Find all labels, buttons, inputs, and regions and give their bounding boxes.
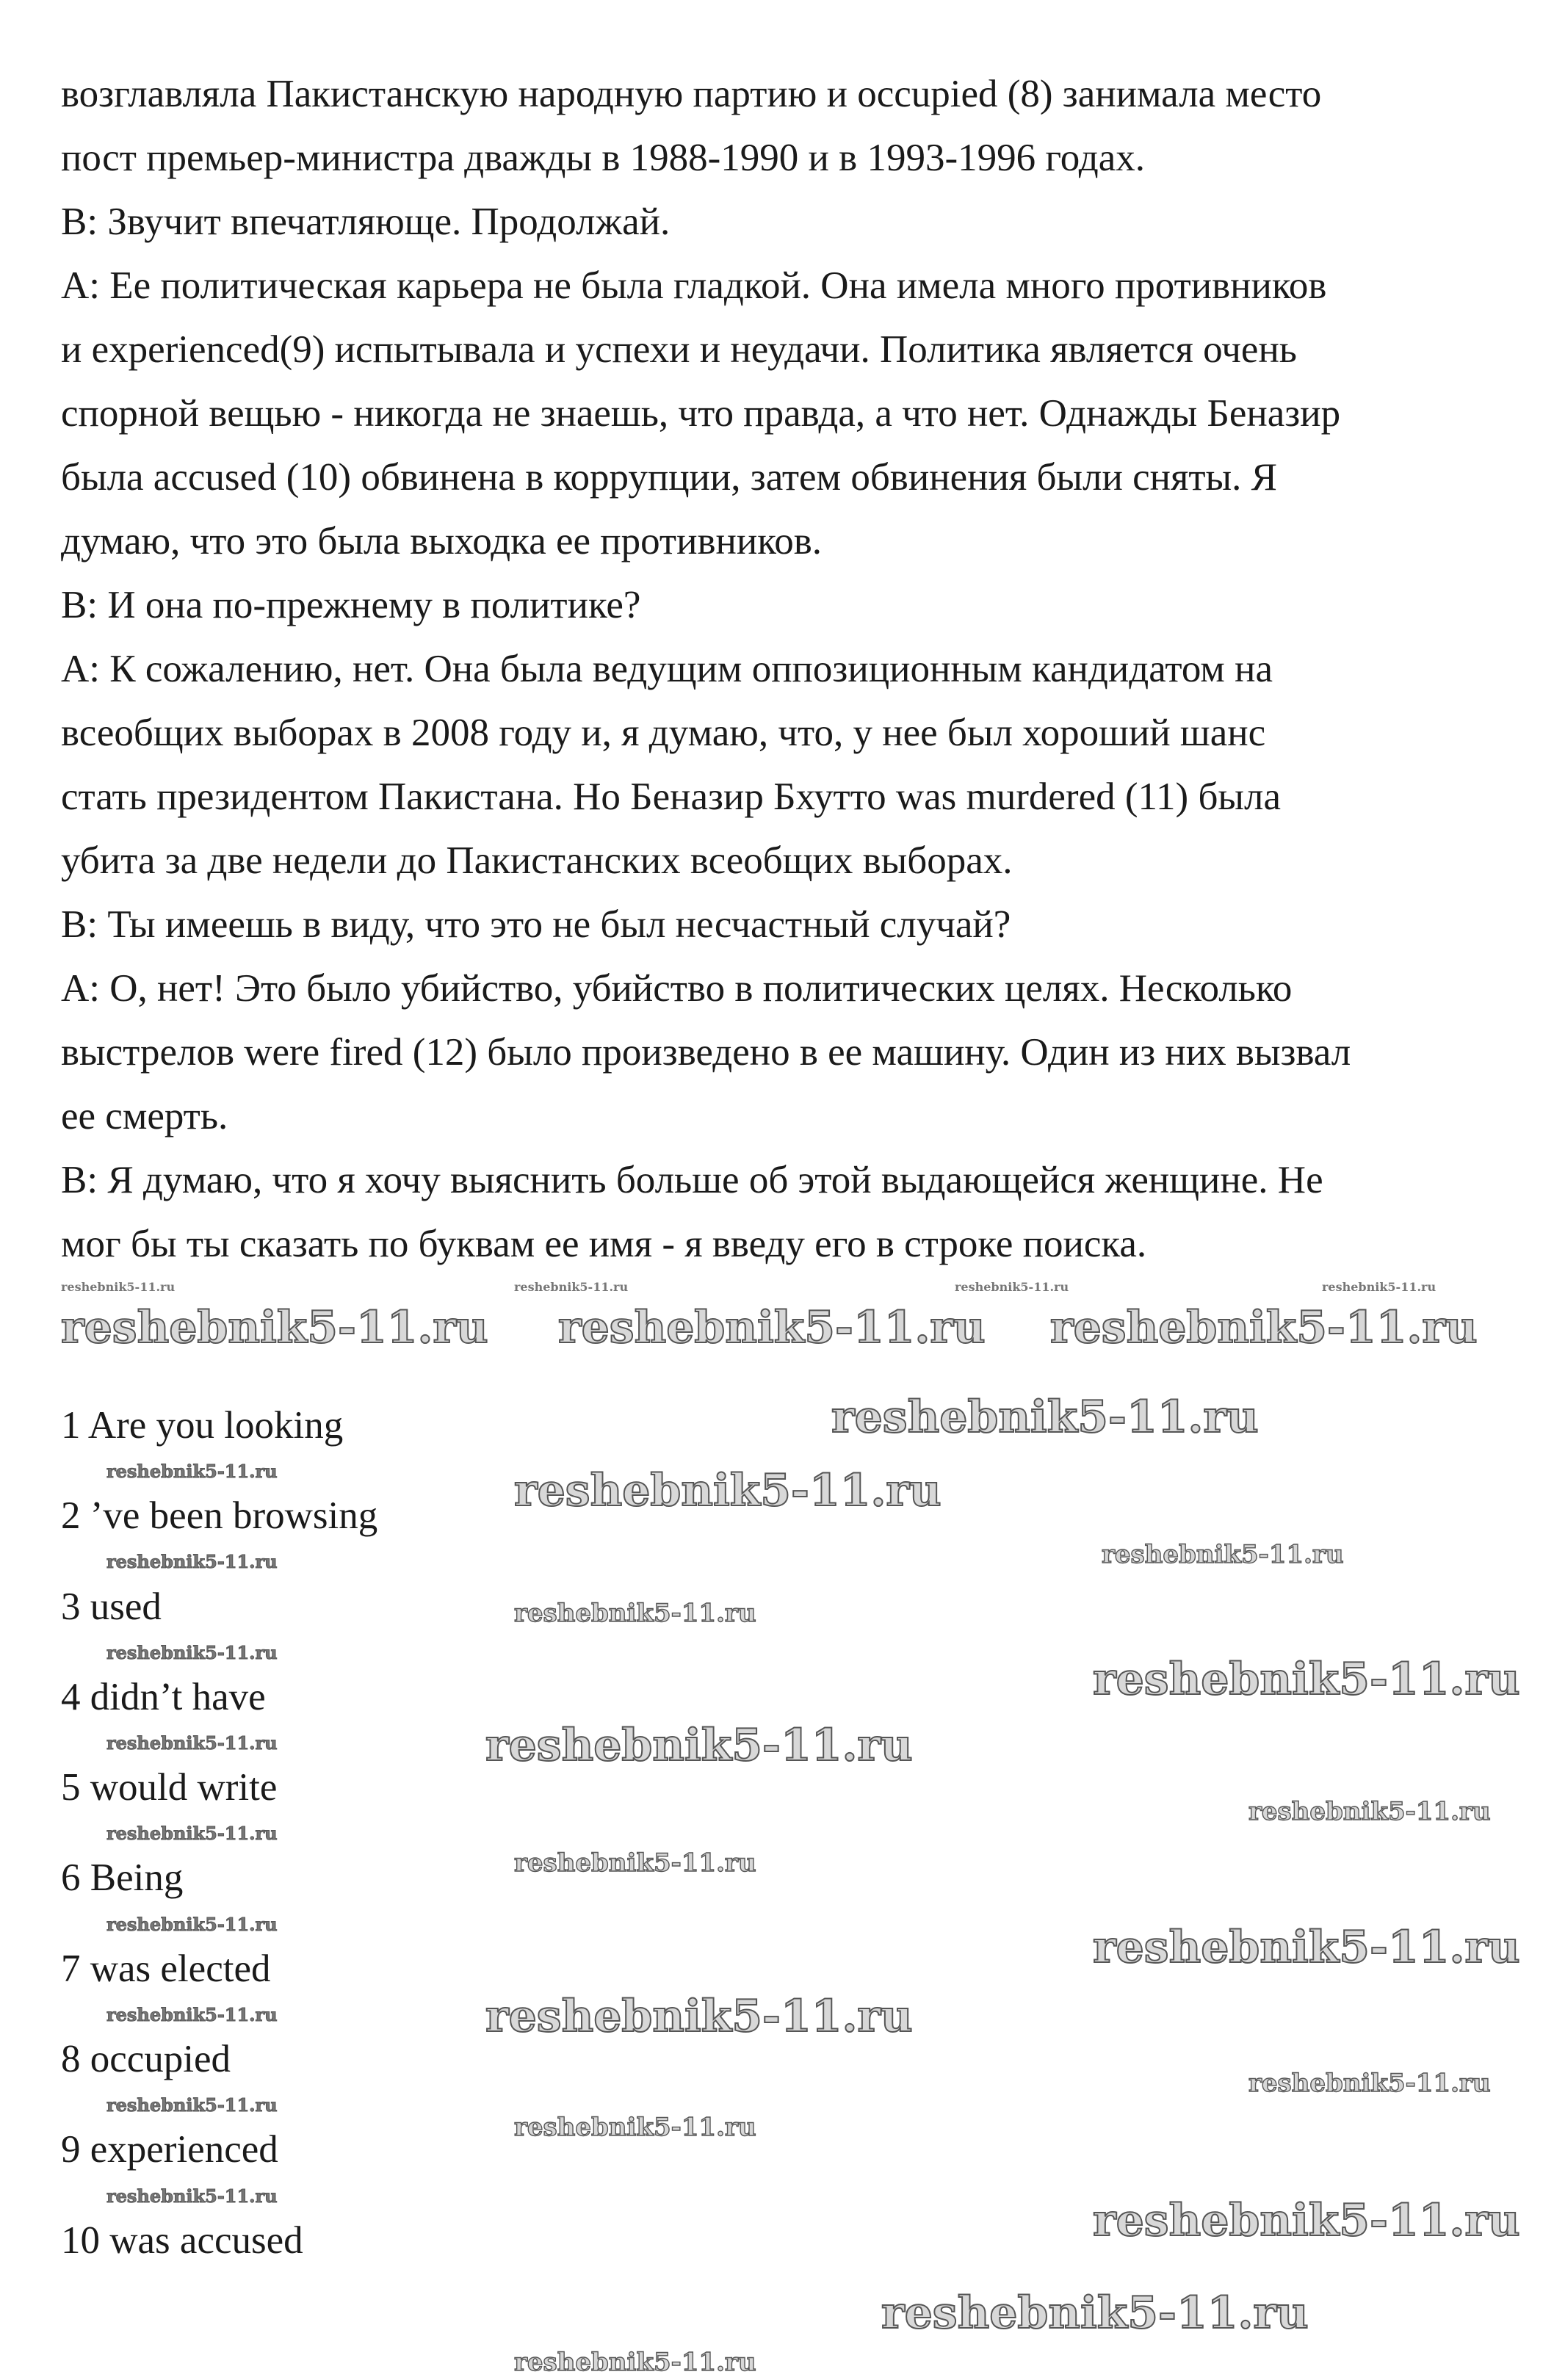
watermark-text: reshebnik5-11.ru — [1248, 1797, 1491, 1826]
dialog-line: B: И она по-прежнему в политике? — [61, 584, 641, 626]
watermark-text: reshebnik5-11.ru — [955, 1280, 1069, 1294]
watermark-text: reshebnik5-11.ru — [106, 1914, 278, 1935]
dialog-line: A: Ее политическая карьера не была гладкой. Она имела много противников — [61, 264, 1327, 307]
dialog-line: возглавляла Пакистанскую народную партию и occupied (8) занимала место — [61, 73, 1322, 115]
watermark-text: reshebnik5-11.ru — [106, 1551, 278, 1572]
dialog-line: стать президентом Пакистана. Но Беназир Бхутто was murdered (11) была — [61, 775, 1281, 818]
watermark-text: reshebnik5-11.ru — [831, 1392, 1259, 1443]
dialog-line: B: Ты имеешь в виду, что это не был несчастный случай? — [61, 903, 1011, 946]
watermark-text: reshebnik5-11.ru — [106, 1642, 278, 1663]
answer-item: 5 would write — [61, 1766, 278, 1809]
watermark-text: reshebnik5-11.ru — [1248, 2069, 1491, 2098]
answer-item: 9 experienced — [61, 2128, 278, 2171]
watermark-text: reshebnik5-11.ru — [1093, 2195, 1520, 2246]
watermark-text: reshebnik5-11.ru — [514, 2113, 756, 2142]
watermark-text: reshebnik5-11.ru — [1093, 1654, 1520, 1705]
answer-item: 4 didn’t have — [61, 1675, 266, 1718]
watermark-text: reshebnik5-11.ru — [514, 1599, 756, 1628]
watermark-text: reshebnik5-11.ru — [485, 1991, 913, 2042]
dialog-line: A: О, нет! Это было убийство, убийство в политических целях. Несколько — [61, 967, 1293, 1010]
dialog-line: B: Звучит впечатляюще. Продолжай. — [61, 200, 671, 243]
watermark-text: reshebnik5-11.ru — [514, 1848, 756, 1878]
watermark-text: reshebnik5-11.ru — [106, 2004, 278, 2025]
dialog-line: выстрелов were fired (12) было произведено в ее машину. Один из них вызвал — [61, 1031, 1351, 1074]
watermark-text: reshebnik5-11.ru — [61, 1302, 488, 1353]
answer-item: 2 ’ve been browsing — [61, 1494, 378, 1538]
watermark-text: reshebnik5-11.ru — [1050, 1302, 1478, 1353]
dialog-text — [61, 62, 1515, 1276]
watermark-text: reshebnik5-11.ru — [106, 2185, 278, 2207]
dialog-line: думаю, что это была выходка ее противников. — [61, 520, 823, 563]
dialog-line: была accused (10) обвинена в коррупции, затем обвинения были сняты. Я — [61, 456, 1277, 499]
watermark-text: reshebnik5-11.ru — [514, 1280, 629, 1294]
watermark-text: reshebnik5-11.ru — [514, 2348, 756, 2377]
watermark-text: reshebnik5-11.ru — [106, 1823, 278, 1844]
watermark-text: reshebnik5-11.ru — [1093, 1922, 1520, 1973]
watermark-text: reshebnik5-11.ru — [558, 1302, 986, 1353]
dialog-line: убита за две недели до Пакистанских всеобщих выборах. — [61, 839, 1013, 882]
watermark-text: reshebnik5-11.ru — [106, 1732, 278, 1754]
dialog-line: мог бы ты сказать по буквам ее имя - я введу его в строке поиска. — [61, 1223, 1147, 1265]
watermark-text: reshebnik5-11.ru — [485, 1720, 913, 1771]
watermark-text: reshebnik5-11.ru — [1102, 1540, 1344, 1569]
dialog-line: A: К сожалению, нет. Она была ведущим оппозиционным кандидатом на — [61, 648, 1273, 690]
answer-item: 3 used — [61, 1585, 162, 1628]
dialog-line: и experienced(9) испытывала и успехи и неудачи. Политика является очень — [61, 328, 1297, 371]
watermark-text: reshebnik5-11.ru — [1322, 1280, 1436, 1294]
watermark-text: reshebnik5-11.ru — [106, 1461, 278, 1482]
answer-item: 8 occupied — [61, 2038, 231, 2081]
dialog-line: пост премьер-министра дважды в 1988-1990 и в 1993-1996 годах. — [61, 137, 1145, 179]
watermark-text: reshebnik5-11.ru — [61, 1280, 176, 1294]
watermark-text: reshebnik5-11.ru — [106, 2094, 278, 2116]
answer-item: 1 Are you looking — [61, 1404, 344, 1447]
dialog-line: B: Я думаю, что я хочу выяснить больше об этой выдающейся женщине. Не — [61, 1159, 1323, 1201]
answer-item: 10 was accused — [61, 2218, 303, 2262]
dialog-line: спорной вещью - никогда не знаешь, что правда, а что нет. Однажды Беназир — [61, 392, 1341, 435]
dialog-line: ее смерть. — [61, 1095, 228, 1137]
answer-item: 7 was elected — [61, 1947, 271, 1990]
dialog-line: всеобщих выборах в 2008 году и, я думаю, что, у нее был хороший шанс — [61, 712, 1266, 754]
watermark-text: reshebnik5-11.ru — [514, 1465, 942, 1516]
answer-item: 6 Being — [61, 1856, 184, 1900]
watermark-text: reshebnik5-11.ru — [881, 2287, 1309, 2339]
